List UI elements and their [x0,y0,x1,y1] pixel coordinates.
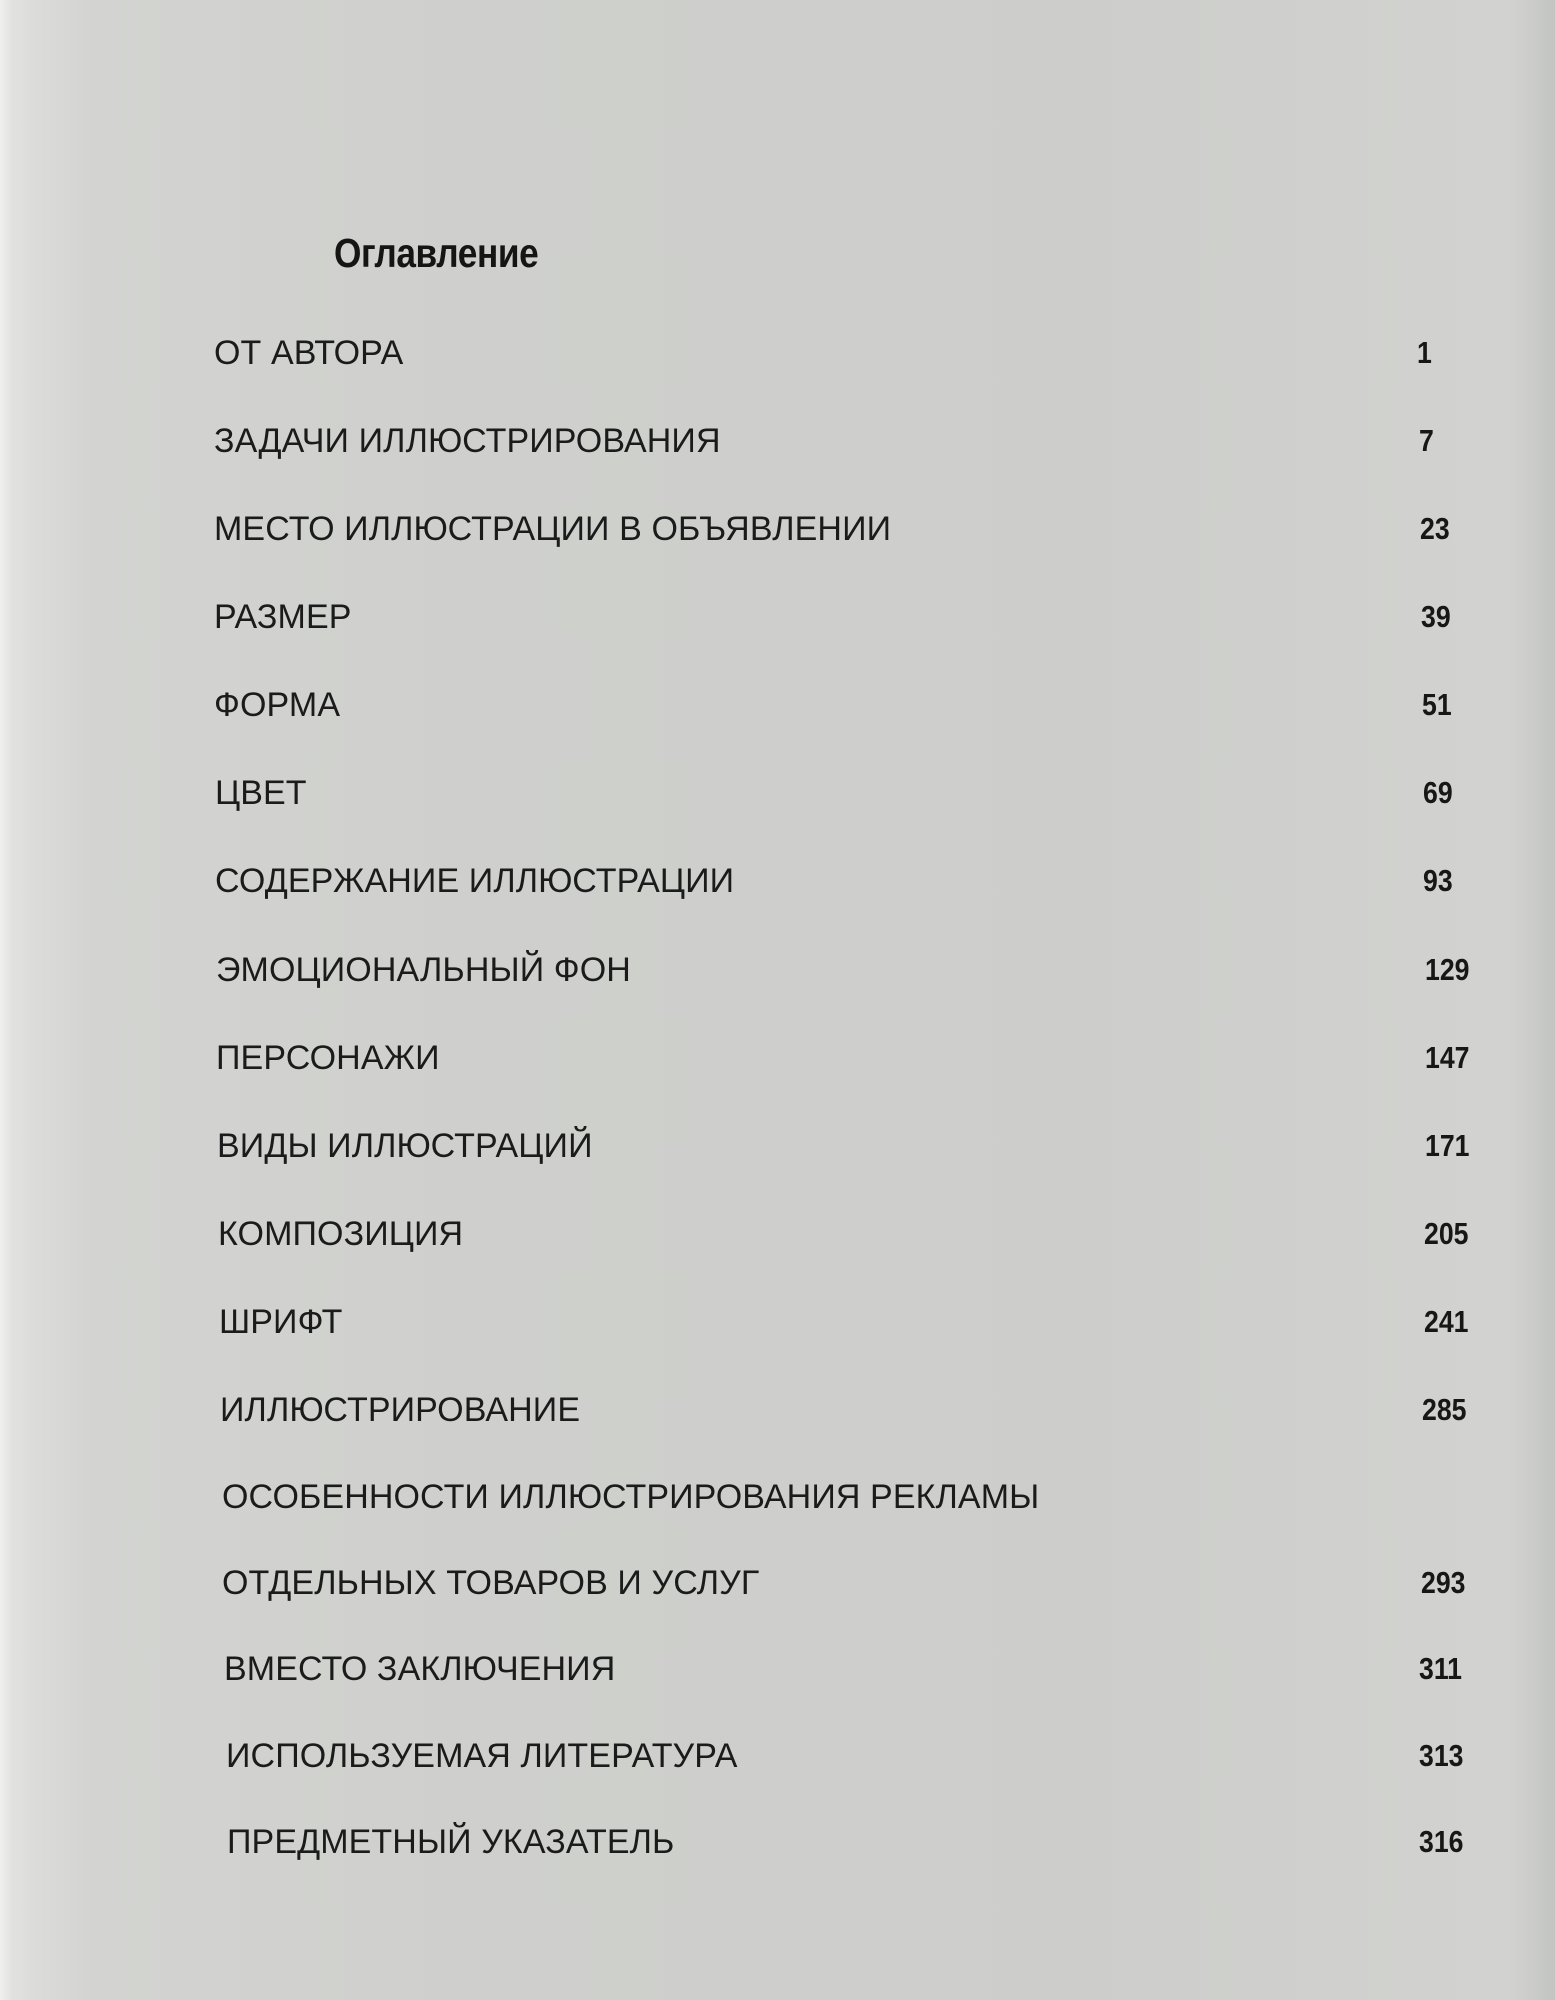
toc-entry-page: 313 [1419,1738,1464,1773]
toc-entry [0,591,1555,643]
toc-entry-page: 1 [1417,335,1432,370]
toc-entry [0,1816,1555,1868]
toc-entry-label: МЕСТО ИЛЛЮСТРАЦИИ В ОБЪЯВЛЕНИИ [214,510,892,548]
toc-entry-page: 51 [1422,687,1452,722]
toc-entry [0,327,1555,379]
toc-entry [0,415,1555,467]
toc-entry [0,1208,1555,1260]
toc-entry-label: ПЕРСОНАЖИ [216,1039,440,1077]
toc-entry-label: ВМЕСТО ЗАКЛЮЧЕНИЯ [224,1650,616,1688]
toc-entry [0,1557,1555,1609]
toc-entry-page: 171 [1425,1128,1470,1163]
toc-entry-page: 311 [1419,1651,1463,1686]
toc-entry-label: ПРЕДМЕТНЫЙ УКАЗАТЕЛЬ [227,1823,675,1861]
toc-entry-label: ОСОБЕННОСТИ ИЛЛЮСТРИРОВАНИЯ РЕКЛАМЫ [222,1478,1040,1516]
toc-entry-label: ИСПОЛЬЗУЕМАЯ ЛИТЕРАТУРА [226,1737,738,1775]
toc-entry-label: ЭМОЦИОНАЛЬНЫЙ ФОН [216,951,631,989]
toc-entry-page: 293 [1421,1565,1466,1600]
toc-entry [0,767,1555,819]
toc-entry-label: ОТДЕЛЬНЫХ ТОВАРОВ И УСЛУГ [222,1564,760,1602]
toc-entry-page: 69 [1423,775,1453,810]
toc-entry-page: 39 [1421,599,1451,634]
toc-entry-label: ИЛЛЮСТРИРОВАНИЕ [220,1391,581,1429]
toc-entry [0,1032,1555,1084]
toc-entry-page: 147 [1425,1040,1470,1075]
toc-entry-label: ЦВЕТ [215,774,307,812]
toc-entry [0,1296,1555,1348]
toc-entry-label: ВИДЫ ИЛЛЮСТРАЦИЙ [217,1127,593,1165]
toc-entry-page: 205 [1424,1216,1469,1251]
toc-entry-label: РАЗМЕР [214,598,352,636]
toc-entry [0,1730,1555,1782]
toc-entry-page: 285 [1422,1392,1467,1427]
toc-entry [0,944,1555,996]
toc-entry [0,1384,1555,1436]
toc-entry-page: 241 [1424,1304,1469,1339]
toc-entry-page: 23 [1420,511,1450,546]
toc-entry [0,1471,1555,1523]
toc-entry-label: ШРИФТ [219,1303,343,1341]
toc-entry [0,1120,1555,1172]
toc-title: Оглавление [334,230,539,276]
toc-entry-page: 7 [1419,423,1434,458]
toc-entry-page: 316 [1419,1824,1464,1859]
toc-entry [0,855,1555,907]
toc-entry-label: СОДЕРЖАНИЕ ИЛЛЮСТРАЦИИ [215,862,735,900]
toc-entry-page: 129 [1425,952,1470,987]
toc-entry-label: ФОРМА [214,686,341,724]
toc-entry-label: ОТ АВТОРА [214,334,404,372]
toc-entry-page: 93 [1423,863,1453,898]
toc-entry [0,503,1555,555]
toc-entry-label: ЗАДАЧИ ИЛЛЮСТРИРОВАНИЯ [214,422,721,460]
toc-entry-label: КОМПОЗИЦИЯ [218,1215,464,1253]
toc-entry [0,1643,1555,1695]
toc-entry [0,679,1555,731]
